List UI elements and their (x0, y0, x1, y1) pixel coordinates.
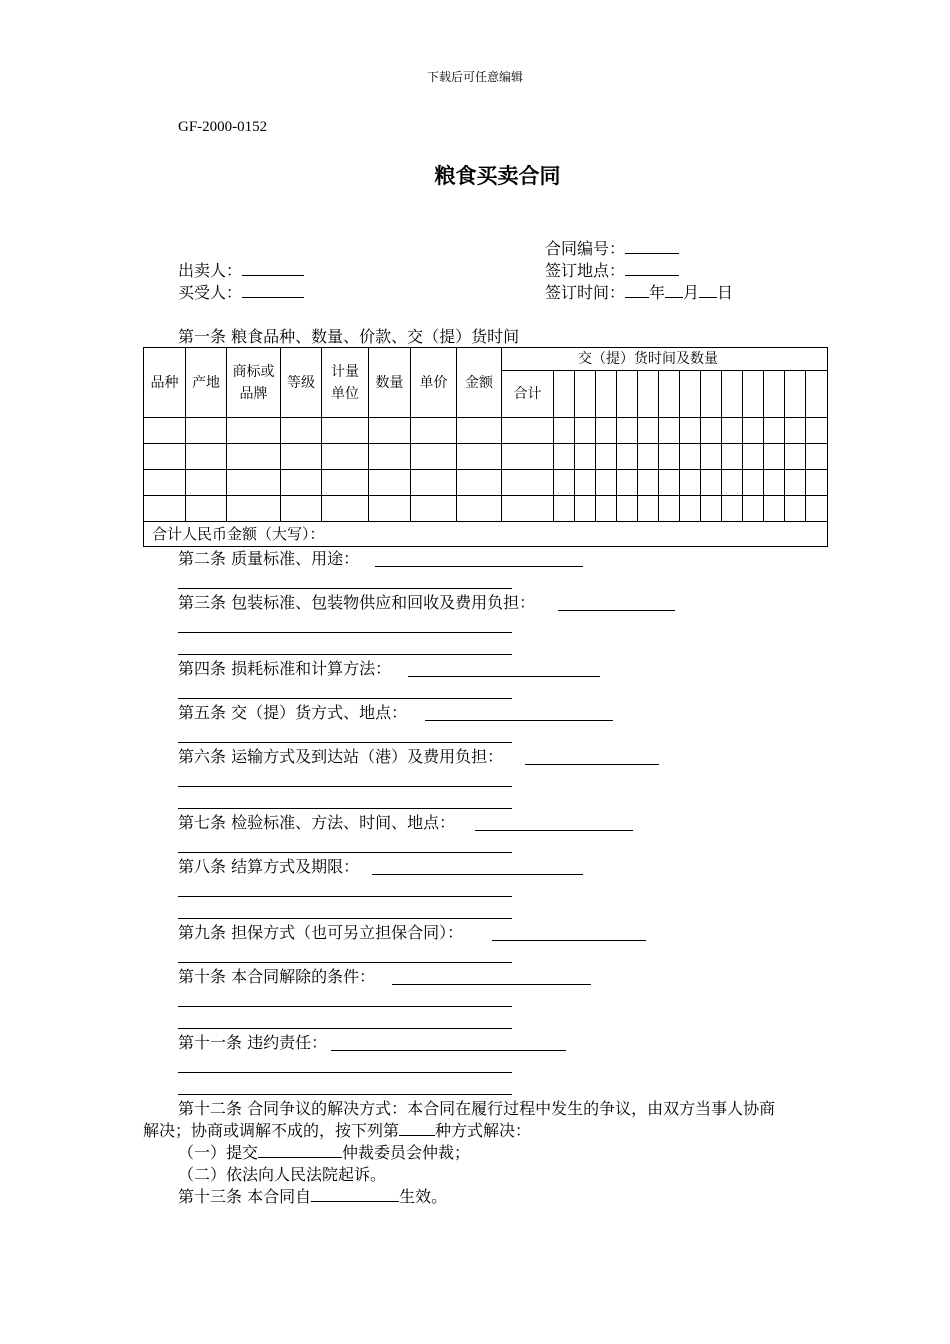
effective-condition-blank[interactable] (311, 1186, 399, 1202)
article-7-blank-line[interactable] (178, 852, 512, 853)
table-row (144, 444, 828, 470)
article-10-blank-line[interactable] (178, 1028, 512, 1029)
header-delivery-time-quantity: 交（提）货时间及数量 (502, 348, 828, 371)
article-6-blank-line[interactable] (178, 786, 512, 787)
contract-number-field (545, 238, 679, 260)
article-8-blank-line[interactable] (178, 896, 512, 897)
sign-place-blank[interactable] (625, 260, 679, 276)
table-row (144, 470, 828, 496)
article-11-blank-line[interactable] (178, 1072, 512, 1073)
article-8-label: 第八条 结算方式及期限： (178, 857, 360, 876)
article-12-line2 (143, 1120, 531, 1142)
dispute-option-blank[interactable] (399, 1120, 435, 1136)
header-note: 下载后可任意编辑 (426, 70, 523, 84)
goods-table (143, 347, 828, 547)
article-6 (178, 746, 503, 768)
table-row (144, 418, 828, 444)
header-grade: 等级 (281, 348, 322, 418)
article-7-label: 第七条 检验标准、方法、时间、地点： (178, 813, 456, 832)
article-6-label: 第六条 运输方式及到达站（港）及费用负担： (178, 747, 504, 766)
header-amount: 金额 (457, 348, 502, 418)
sign-place-field (545, 260, 679, 282)
buyer-field (178, 282, 304, 304)
article-2-label: 第二条 质量标准、用途： (178, 549, 360, 568)
buyer-blank[interactable] (242, 282, 304, 298)
article-11-blank[interactable] (331, 1050, 566, 1051)
article-11-label: 第十一条 违约责任： (178, 1033, 328, 1052)
sign-place-label: 签订地点： (545, 261, 626, 280)
article-3-blank-line[interactable] (178, 632, 512, 633)
article-9-blank-line[interactable] (178, 962, 512, 963)
article-8 (178, 856, 359, 878)
article-10-blank[interactable] (392, 984, 591, 985)
article-13 (178, 1186, 447, 1208)
article-6-blank[interactable] (525, 764, 659, 765)
article-1-heading: 第一条 粮食品种、数量、价款、交（提）货时间 (178, 327, 520, 346)
table-row (144, 496, 828, 522)
header-unit-price: 单价 (411, 348, 457, 418)
seller-blank[interactable] (242, 260, 304, 276)
article-4-blank[interactable] (408, 676, 600, 677)
article-12-option-1 (178, 1142, 470, 1164)
article-3-label: 第三条 包装标准、包装物供应和回收及费用负担： (178, 593, 536, 612)
header-subtotal: 合计 (502, 371, 554, 418)
article-8-blank-line[interactable] (178, 918, 512, 919)
article-2-blank-line[interactable] (178, 588, 512, 589)
article-5-blank[interactable] (425, 720, 613, 721)
sign-time-field (545, 282, 733, 304)
article-10-label: 第十条 本合同解除的条件： (178, 967, 376, 986)
article-8-blank[interactable] (372, 874, 583, 875)
article-3 (178, 592, 535, 614)
buyer-label: 买受人： (178, 283, 243, 302)
article-9 (178, 922, 463, 944)
seller-label: 出卖人： (178, 261, 243, 280)
article-13-label: 第十三条 本合同自 (178, 1187, 312, 1206)
article-2-blank[interactable] (375, 566, 583, 567)
header-quantity: 数量 (369, 348, 411, 418)
document-title: 粮食买卖合同 (434, 164, 561, 188)
month-blank[interactable] (665, 282, 683, 298)
header-unit: 计量单位 (322, 348, 369, 418)
article-12-line2-text: 解决；协商或调解不成的，按下列第 (143, 1121, 400, 1140)
article-13-suffix: 生效。 (399, 1187, 448, 1206)
header-origin: 产地 (186, 348, 227, 418)
seller-field (178, 260, 304, 282)
article-9-label: 第九条 担保方式（也可另立担保合同）： (178, 923, 464, 942)
article-10-blank-line[interactable] (178, 1006, 512, 1007)
article-5 (178, 702, 407, 724)
article-7 (178, 812, 455, 834)
article-7-blank[interactable] (475, 830, 633, 831)
contract-number-blank[interactable] (625, 238, 679, 254)
header-variety: 品种 (144, 348, 186, 418)
arbitration-commission-blank[interactable] (258, 1142, 342, 1158)
article-12-line2-suffix: 种方式解决： (435, 1121, 532, 1140)
article-5-blank-line[interactable] (178, 742, 512, 743)
article-4 (178, 658, 391, 680)
contract-code: GF-2000-0152 (178, 119, 268, 135)
year-label: 年 (649, 283, 666, 302)
option-1-label: （一）提交 (178, 1143, 259, 1162)
sign-time-label: 签订时间： (545, 283, 626, 302)
article-3-blank[interactable] (558, 610, 675, 611)
article-11 (178, 1032, 327, 1054)
article-3-blank-line[interactable] (178, 654, 512, 655)
article-6-blank-line[interactable] (178, 808, 512, 809)
article-2 (178, 548, 359, 570)
year-blank[interactable] (625, 282, 649, 298)
article-12-line1: 第十二条 合同争议的解决方式：本合同在履行过程中发生的争议，由双方当事人协商 (178, 1099, 776, 1118)
month-label: 月 (683, 283, 700, 302)
total-amount-label[interactable]: 合计人民币金额（大写）： (144, 522, 828, 547)
option-1-suffix: 仲裁委员会仲裁； (342, 1143, 471, 1162)
article-4-blank-line[interactable] (178, 698, 512, 699)
header-brand: 商标或品牌 (227, 348, 281, 418)
article-10 (178, 966, 375, 988)
article-9-blank[interactable] (492, 940, 646, 941)
contract-number-label: 合同编号： (545, 239, 626, 258)
day-label: 日 (717, 283, 734, 302)
article-11-blank-line[interactable] (178, 1094, 512, 1095)
article-5-label: 第五条 交（提）货方式、地点： (178, 703, 408, 722)
day-blank[interactable] (699, 282, 717, 298)
article-12-option-2: （二）依法向人民法院起诉。 (178, 1165, 387, 1184)
article-4-label: 第四条 损耗标准和计算方法： (178, 659, 392, 678)
